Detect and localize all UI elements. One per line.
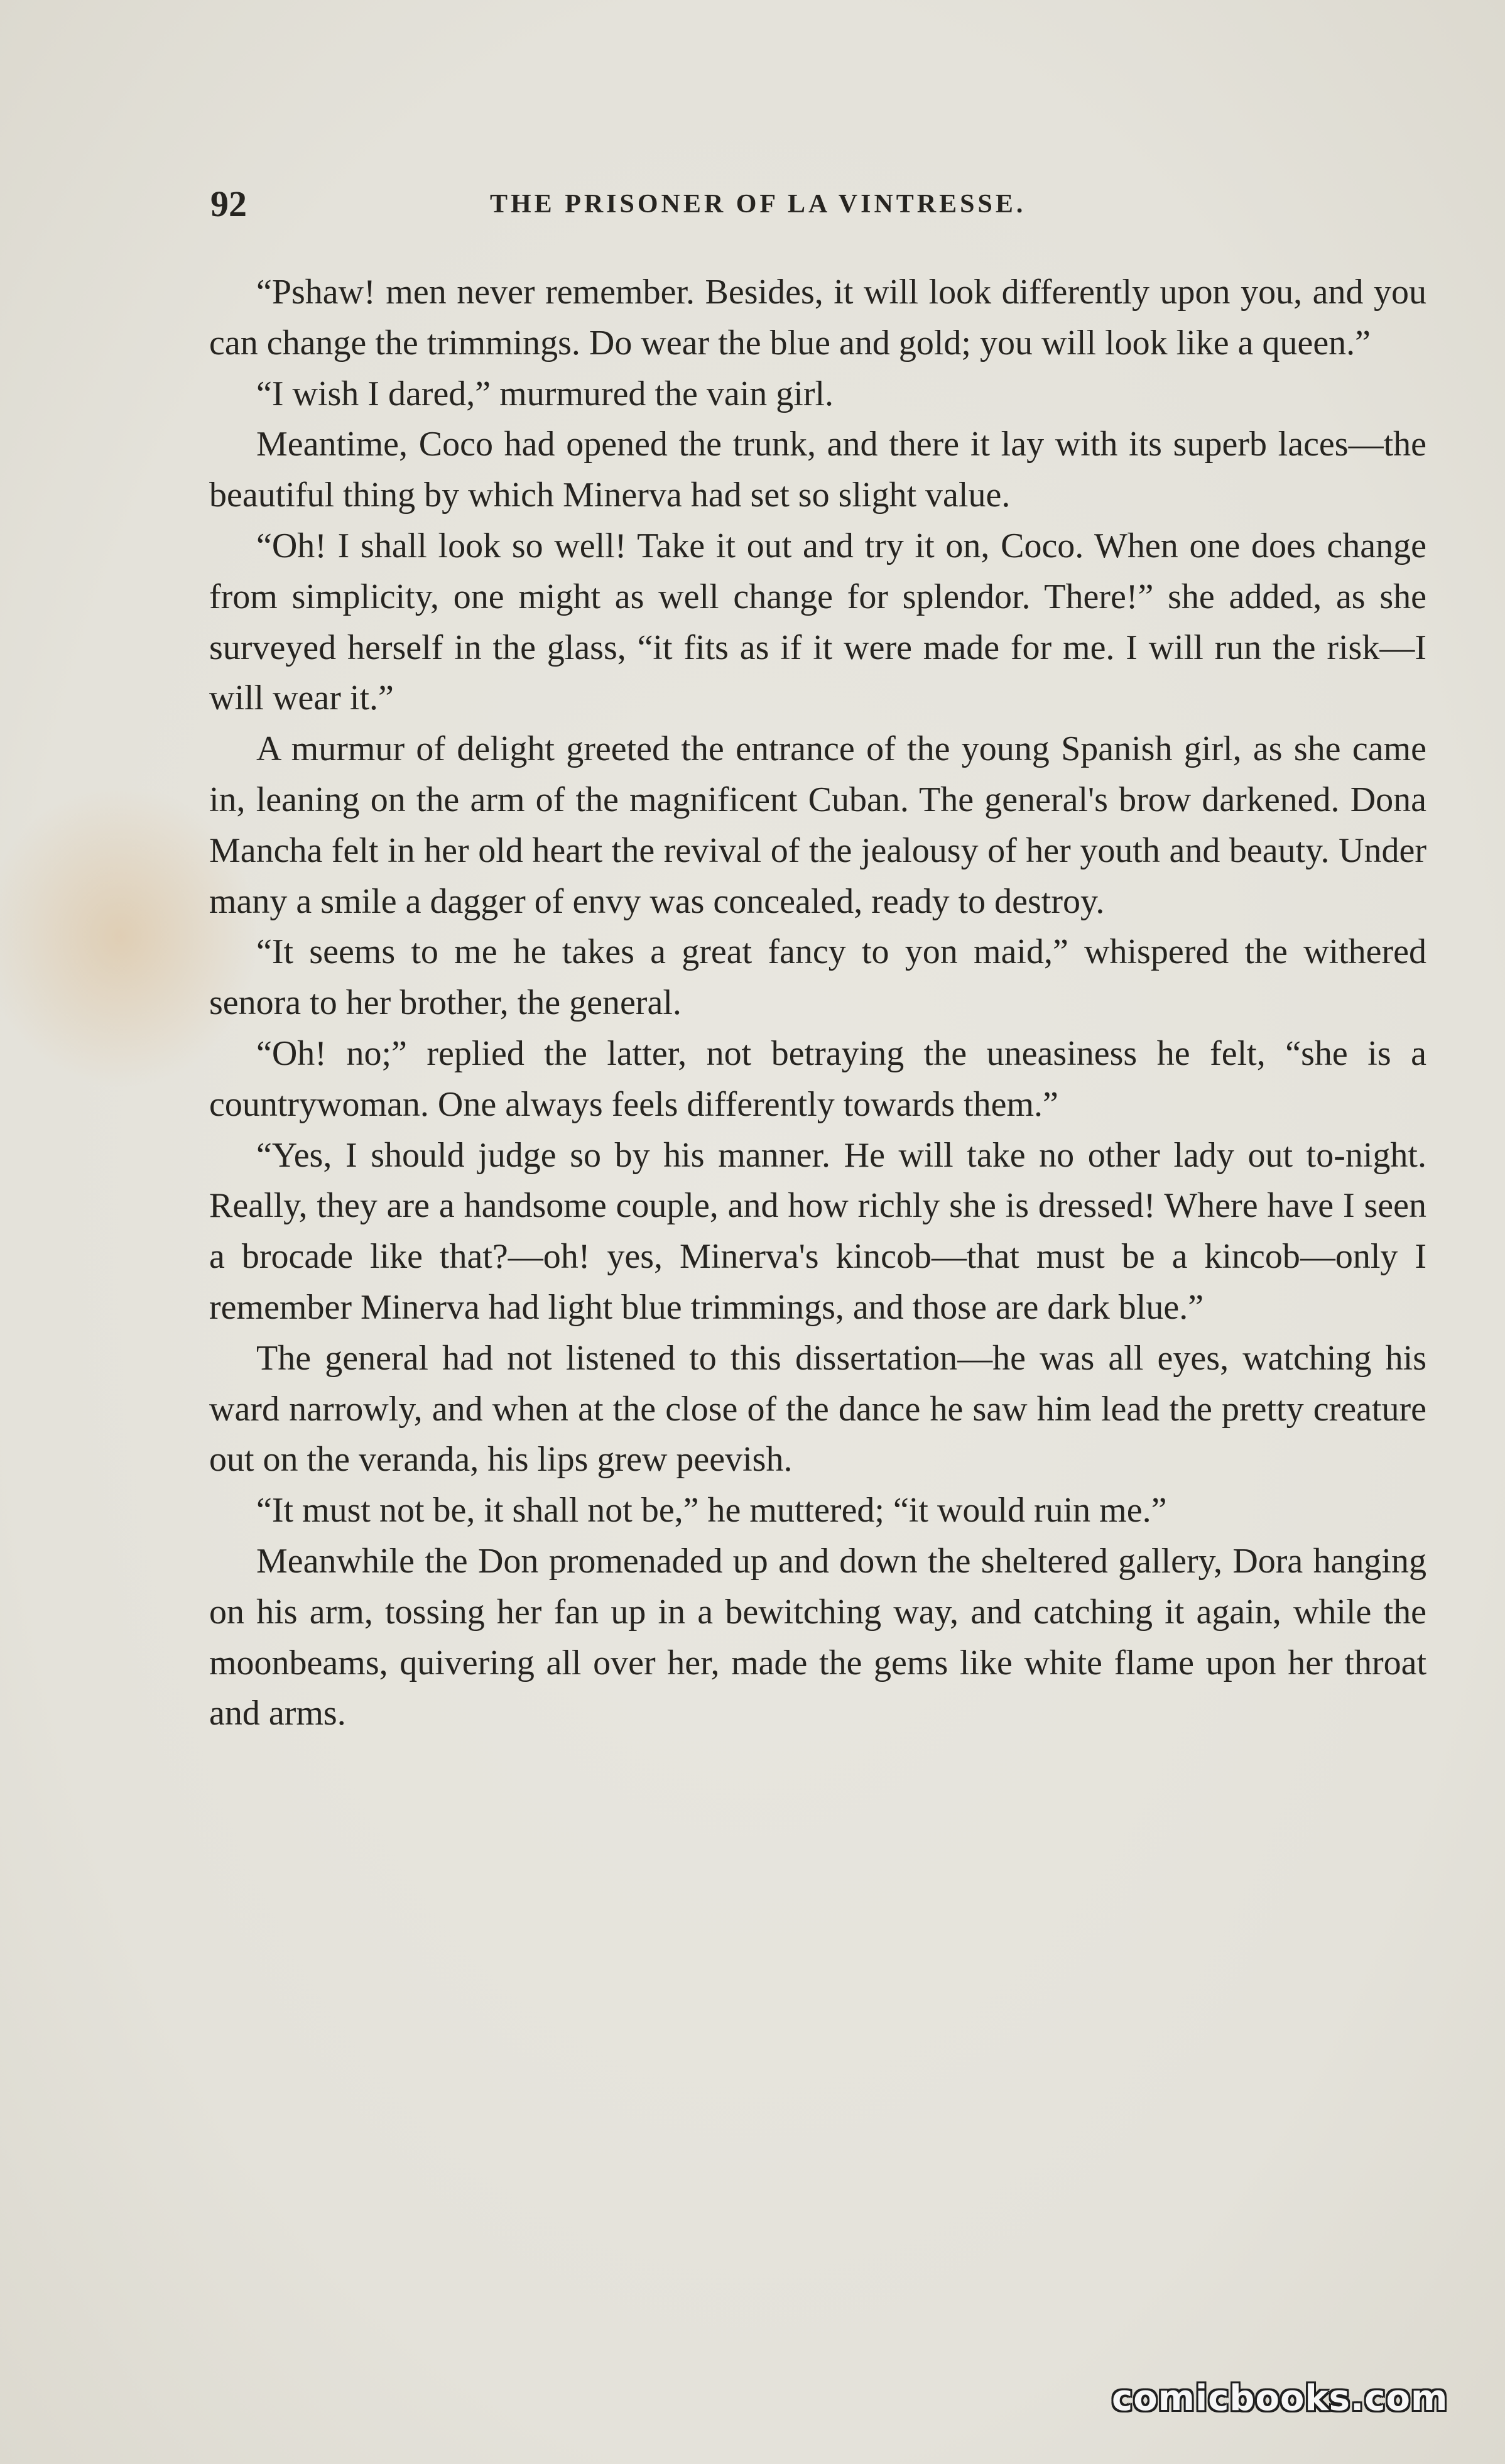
paragraph: “It seems to me he takes a great fancy to yon maid,” whispered the withered senora to her brother, the general. xyxy=(209,932,1426,1023)
watermark: comicbooks.com xyxy=(1112,2378,1448,2419)
paragraph: The general had not listened to this dissertation—he was all eyes, watching his ward narrowly, and when at the close of the dance he saw him lead the pretty creature out on the veranda, his lips grew peevish. xyxy=(209,1338,1426,1480)
paragraph: “Oh! I shall look so well! Take it out and try it on, Coco. When one does change from simplicity, one might as well change for splendor. There!” she added, as she surveyed herself in the glass, “it fits as if it were made for me. I will run the risk—I will wear it.” xyxy=(209,526,1426,718)
paragraph: Meantime, Coco had opened the trunk, and there it lay with its superb laces—the beautiful thing by which Minerva had set so slight value. xyxy=(209,425,1426,515)
paragraph: “It must not be, it shall not be,” he muttered; “it would ruin me.” xyxy=(256,1491,1167,1530)
body-text xyxy=(209,267,1426,1739)
paragraph: A murmur of delight greeted the entrance of the young Spanish girl, as she came in, leaning on the arm of the magnificent Cuban. The general's brow darkened. Dona Mancha felt in her old heart the revival of the jealousy of her youth and beauty. Under many a smile a dagger of envy was concealed, ready to destroy. xyxy=(209,729,1426,921)
paragraph: “Oh! no;” replied the latter, not betraying the uneasiness he felt, “she is a countrywoman. One always feels differently towards them.” xyxy=(209,1033,1426,1124)
paragraph: “Pshaw! men never remember. Besides, it will look differently upon you, and you can change the trimmings. Do wear the blue and gold; you will look like a queen.” xyxy=(209,273,1426,363)
paragraph: Meanwhile the Don promenaded up and down the sheltered gallery, Dora hanging on his arm, tossing her fan up in a bewitching way, and catching it again, while the moonbeams, quivering all over her, made the gems like white flame upon her throat and arms. xyxy=(209,1541,1426,1733)
page-number: 92 xyxy=(210,183,247,224)
page-header xyxy=(210,179,1307,229)
paragraph: “I wish I dared,” murmured the vain girl. xyxy=(256,374,834,413)
running-title: THE PRISONER OF LA VINTRESSE. xyxy=(490,190,1026,219)
paragraph: “Yes, I should judge so by his manner. He will take no other lady out to-night. Really, they are a handsome couple, and how richly she is dressed! Where have I seen a brocade like that?—oh! yes, Minerva's kincob—that must be a kincob—only I remember Minerva had light blue trimmings, and those are dark blue.” xyxy=(209,1135,1426,1327)
